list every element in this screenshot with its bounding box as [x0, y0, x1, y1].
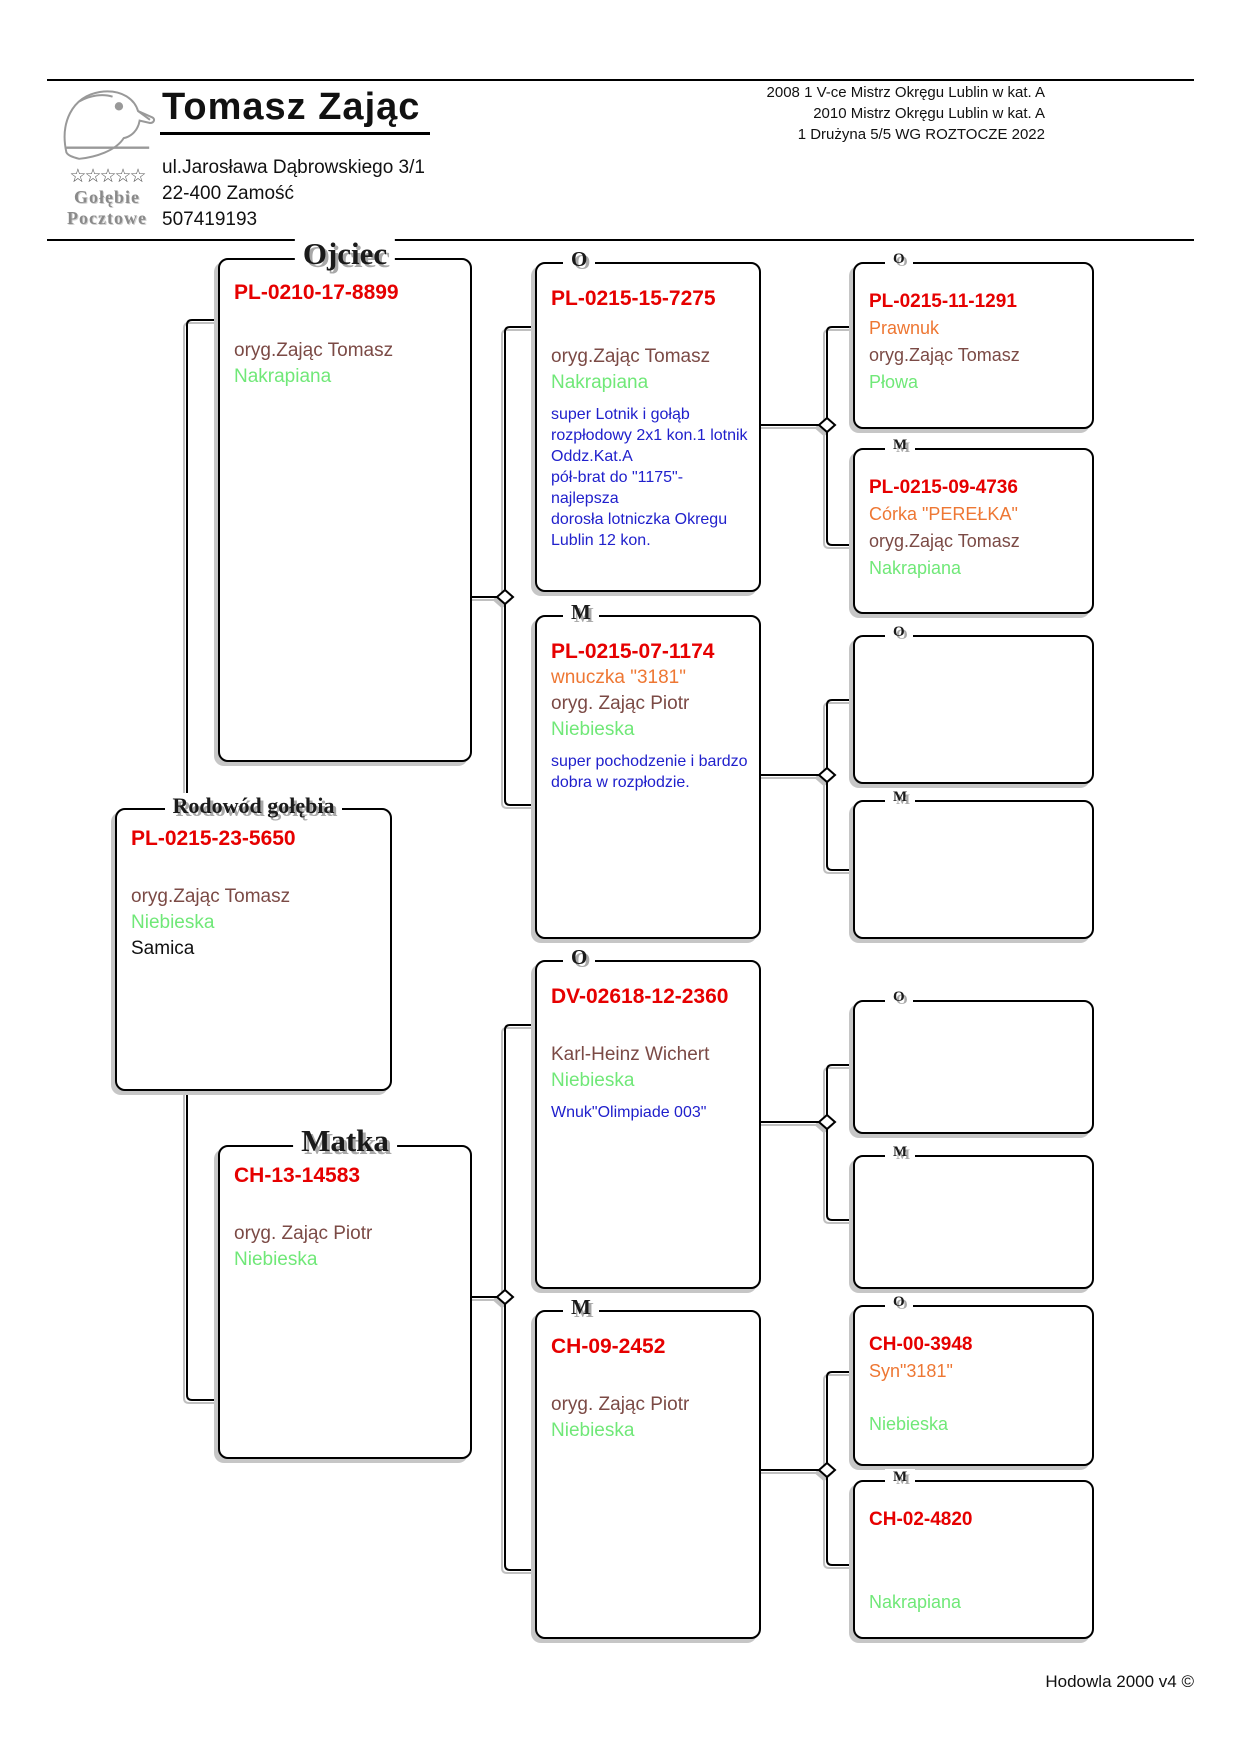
great-grandparent-box-6: [853, 1144, 1094, 1289]
alias-line: wnuczka "3181": [551, 667, 686, 688]
color-line: Niebieska: [131, 912, 215, 933]
color-line: Nakrapiana: [551, 372, 649, 393]
great-grandparent-box-7: [853, 1294, 1094, 1466]
note-line: rozpłodowy 2x1 kon.1 lotnik: [551, 427, 748, 444]
owner-line: oryg.Zając Tomasz: [234, 340, 394, 361]
owner-line: oryg. Zając Piotr: [551, 1394, 690, 1415]
achievement-line: 2008 1 V-ce Mistrz Okręgu Lublin w kat. A: [766, 84, 1045, 101]
sex-label: O: [885, 1294, 913, 1311]
color-line: Niebieska: [551, 1070, 635, 1091]
notes-block: [551, 1102, 749, 1123]
color-line: Niebieska: [234, 1249, 318, 1270]
color-line: Nakrapiana: [869, 558, 962, 578]
ring-number: PL-0215-15-7275: [551, 287, 716, 310]
sex-label: M: [885, 437, 915, 454]
breeder-address-line1: ul.Jarosława Dąbrowskiego 3/1: [162, 157, 425, 178]
color-line: Nakrapiana: [869, 1592, 962, 1612]
grandfather-paternal-box: [535, 247, 761, 592]
note-line: Oddz.Kat.A: [551, 448, 633, 465]
breeder-name: Tomasz Zając: [160, 86, 430, 135]
sex-label: O: [885, 251, 913, 268]
ring-number: CH-13-14583: [234, 1164, 361, 1187]
sex-label: O: [563, 945, 595, 970]
logo-word-1: Gołębie: [74, 187, 140, 207]
great-grandparent-box-8: [853, 1469, 1094, 1639]
alias-line: Córka "PEREŁKA": [869, 504, 1018, 524]
grandfather-maternal-box: [535, 945, 761, 1289]
note-line: Wnuk"Olimpiade 003": [551, 1104, 707, 1121]
ring-number: CH-00-3948: [869, 1334, 973, 1355]
owner-line: Karl-Heinz Wichert: [551, 1044, 710, 1065]
great-grandparent-box-3: [853, 624, 1094, 784]
great-grandparent-box-2: [853, 437, 1094, 614]
sex-label: M: [563, 1295, 599, 1320]
sex-label: O: [563, 247, 595, 272]
grandmother-maternal-box: [535, 1295, 761, 1639]
mother-section-label: Matka: [293, 1123, 397, 1159]
alias-line: Syn"3181": [869, 1361, 953, 1381]
sex-label: O: [885, 624, 913, 641]
app-credit: Hodowla 2000 v4 ©: [1045, 1672, 1194, 1691]
great-grandparent-box-4: [853, 789, 1094, 939]
color-line: Nakrapiana: [234, 366, 332, 387]
sex-label: M: [885, 1144, 915, 1161]
note-line: pół-brat do "1175"-najlepsza: [551, 469, 684, 507]
logo-stars: ☆☆☆☆☆: [69, 166, 145, 187]
achievement-line: 1 Drużyna 5/5 WG ROZTOCZE 2022: [797, 126, 1045, 143]
grandmother-paternal-box: [535, 600, 761, 939]
mother-box: [218, 1123, 472, 1459]
sex-label: M: [563, 600, 599, 625]
color-line: Płowa: [869, 372, 919, 392]
note-line: dorosła lotniczka Okregu: [551, 511, 728, 528]
color-line: Niebieska: [551, 1420, 635, 1441]
great-grandparent-box-1: [853, 251, 1094, 429]
ring-number: PL-0215-11-1291: [869, 291, 1017, 312]
sex-label: M: [885, 1469, 915, 1486]
owner-line: oryg. Zając Piotr: [551, 693, 690, 714]
breeder-address-line2: 22-400 Zamość: [162, 183, 295, 204]
sex-label: O: [885, 989, 913, 1006]
color-line: Niebieska: [551, 719, 635, 740]
note-line: super Lotnik i gołąb: [551, 406, 690, 423]
ring-number: CH-02-4820: [869, 1509, 973, 1530]
ring-number: DV-02618-12-2360: [551, 985, 729, 1008]
ring-number: PL-0215-07-1174: [551, 640, 715, 663]
alias-line: Prawnuk: [869, 318, 940, 338]
achievement-line: 2010 Mistrz Okręgu Lublin w kat. A: [813, 105, 1045, 122]
note-line: super pochodzenie i bardzo: [551, 753, 748, 770]
color-line: Niebieska: [869, 1414, 949, 1434]
sex-label: M: [885, 789, 915, 806]
note-line: Lublin 12 kon.: [551, 532, 651, 549]
ring-number: CH-09-2452: [551, 1335, 666, 1358]
owner-line: oryg. Zając Piotr: [234, 1223, 373, 1244]
father-section-label: Ojciec: [295, 236, 395, 272]
ring-number: PL-0215-09-4736: [869, 477, 1018, 498]
note-line: dobra w rozpłodzie.: [551, 774, 690, 791]
father-box: [218, 236, 472, 762]
notes-block: [551, 404, 749, 551]
logo-word-2: Pocztowe: [67, 208, 147, 228]
ring-number: PL-0215-23-5650: [131, 827, 296, 850]
owner-line: oryg.Zając Tomasz: [869, 345, 1020, 365]
ring-number: PL-0210-17-8899: [234, 281, 399, 304]
great-grandparent-box-5: [853, 989, 1094, 1134]
root-box: [115, 793, 392, 1091]
owner-line: oryg.Zając Tomasz: [869, 531, 1020, 551]
notes-block: [551, 751, 749, 793]
breeder-phone: 507419193: [162, 209, 258, 230]
root-section-label: Rodowód gołębia: [165, 793, 343, 819]
owner-line: oryg.Zając Tomasz: [131, 886, 291, 907]
owner-line: oryg.Zając Tomasz: [551, 346, 711, 367]
sex-line: Samica: [131, 938, 195, 959]
